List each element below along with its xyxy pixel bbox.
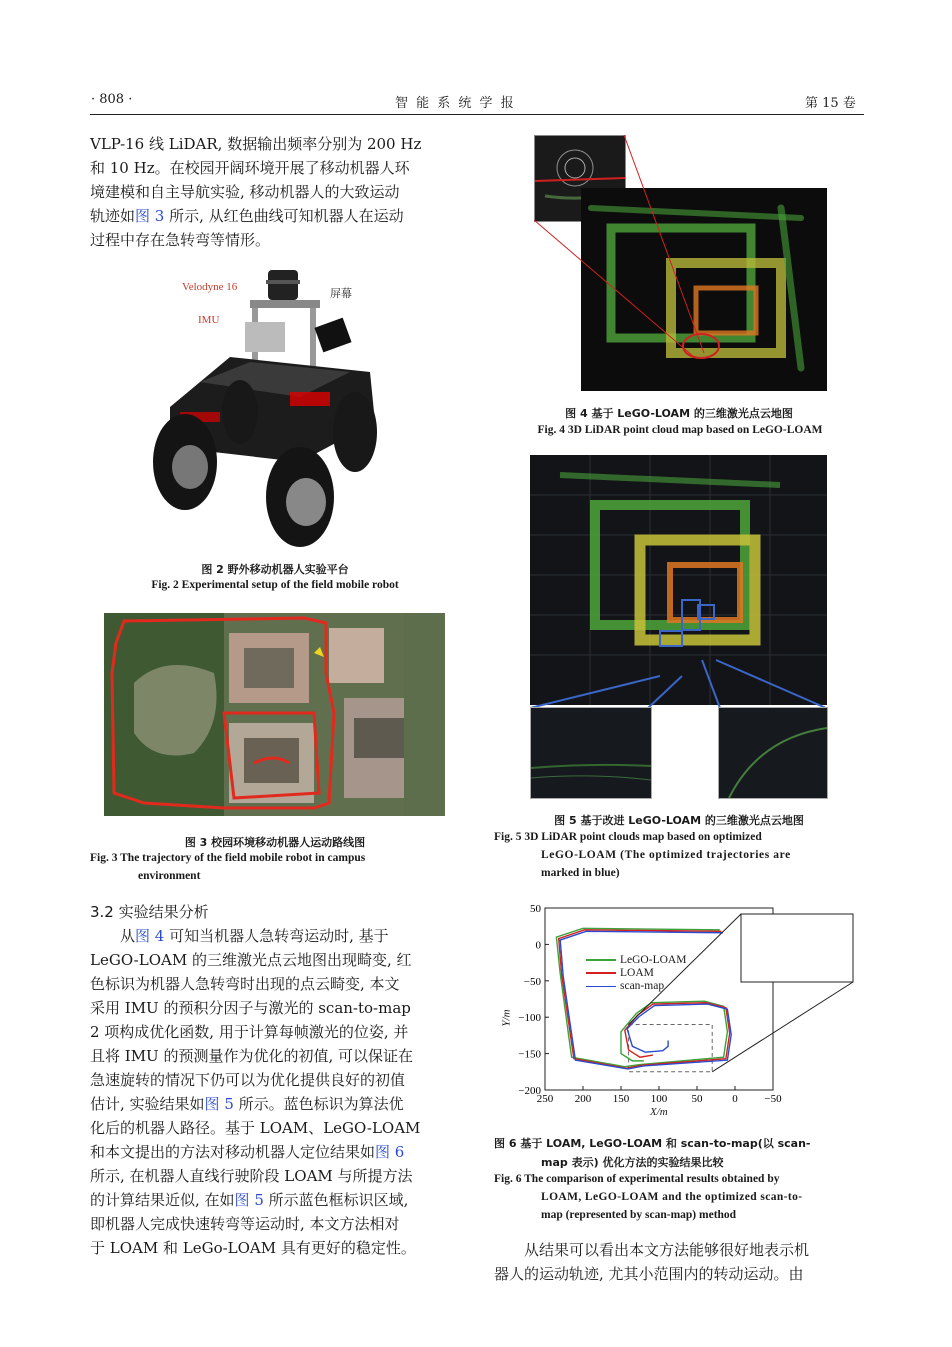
fig5-caption-en-1: Fig. 5 3D LiDAR point clouds map based on optimized: [494, 831, 762, 843]
body-paragraph: [90, 924, 460, 1260]
velodyne-label: Velodyne 16: [182, 281, 238, 293]
legend-label: LOAM: [620, 967, 654, 979]
y-tick-label: −50: [523, 975, 541, 988]
fig5-zoom-lines: [530, 630, 830, 710]
fig3-caption-cn: 图 3 校园环境移动机器人运动路线图: [184, 836, 366, 849]
journal-title: 智 能 系 统 学 报: [395, 96, 516, 111]
legend-swatch-green: [586, 959, 616, 961]
legend-label: scan-map: [620, 980, 665, 992]
y-tick-label: −100: [518, 1012, 541, 1025]
tail-line: 器人的运动轨迹, 尤其小范围内的转动运动。由: [494, 1265, 804, 1283]
fig5-caption-cn: 图 5 基于改进 LeGO-LOAM 的三维激光点云地图: [554, 814, 804, 827]
intro-line-5: 过程中存在急转弯等情形。: [90, 231, 271, 249]
y-axis-label: Y/m: [500, 1009, 513, 1027]
legend-item: [586, 967, 686, 980]
fig6-chart: [498, 896, 868, 1121]
body-line: 化后的机器人路径。基于 LOAM、LeGO-LOAM: [90, 1119, 421, 1137]
tail-line: 从结果可以看出本文方法能够很好地表示机: [524, 1241, 810, 1259]
fig5-caption-en-2: LeGO-LOAM (The optimized trajectories are: [541, 849, 791, 861]
body-line: 即机器人完成快速转弯等运动时, 本文方法相对: [90, 1215, 400, 1233]
header-rule: [90, 114, 864, 115]
tail-paragraph: [494, 1238, 864, 1286]
x-tick-label: 50: [691, 1093, 703, 1105]
fig5-caption-en-3: marked in blue): [541, 867, 620, 879]
text-span: 的计算结果近似, 在如: [90, 1191, 235, 1209]
x-tick-label: 0: [732, 1093, 738, 1105]
body-line: 色标识为机器人急转弯时出现的点云畸变, 本文: [90, 975, 400, 993]
text-span: 所示。蓝色标识为算法优: [233, 1095, 404, 1113]
body-line: 2 项构成优化函数, 用于计算每帧激光的位姿, 并: [90, 1023, 409, 1041]
zoom-left-render: [531, 708, 651, 798]
x-tick-label: 250: [536, 1093, 554, 1105]
y-tick-label: −150: [518, 1048, 541, 1061]
legend-swatch-blue: [586, 986, 616, 987]
body-line: 于 LOAM 和 LeGo-LOAM 具有更好的稳定性。: [90, 1239, 416, 1257]
text-span: 所示, 从红色曲线可知机器人在运动: [164, 207, 404, 225]
fig3-caption-en-1: Fig. 3 The trajectory of the field mobile robot in campus: [90, 852, 366, 864]
body-line: LeGO-LOAM 的三维激光点云地图出现畸变, 红: [90, 951, 412, 969]
campus-aerial: [104, 613, 445, 816]
inset-zoom-panel: [741, 914, 853, 982]
fig2-caption-cn: 图 2 野外移动机器人实验平台: [201, 563, 349, 576]
body-line: 所示, 在机器人直线行驶阶段 LOAM 与所提方法: [90, 1167, 413, 1185]
y-tick-label: −200: [518, 1085, 541, 1097]
y-tick-label: 0: [535, 939, 541, 952]
body-line: 急速旋转的情况下仍可以为优化提供良好的初值: [90, 1071, 406, 1089]
body-line: 采用 IMU 的预积分因子与激光的 scan-to-map: [90, 999, 411, 1017]
text-span: 可知当机器人急转弯运动时, 基于: [164, 927, 389, 945]
inset-connector: [712, 982, 853, 1072]
text-span: 估计, 实验结果如: [90, 1095, 205, 1113]
legend-item: [586, 980, 686, 993]
fig6-caption-cn-2: map 表示) 优化方法的实验结果比较: [541, 1156, 724, 1169]
body-line: [90, 1140, 460, 1164]
legend-swatch-red: [586, 972, 616, 974]
intro-line-2: 和 10 Hz。在校园开阔环境开展了移动机器人环: [90, 159, 410, 177]
body-line: [90, 1092, 460, 1116]
legend-item: [586, 954, 686, 967]
fig3-caption-en-2: environment: [138, 870, 201, 882]
fig6-ref-link[interactable]: 图 6: [375, 1143, 405, 1161]
fig6-caption-cn-1: 图 6 基于 LOAM, LeGO-LOAM 和 scan-to-map(以 scan-: [494, 1137, 811, 1150]
fig4-ref-link[interactable]: 图 4: [135, 927, 165, 945]
robot-illustration: [140, 262, 380, 552]
y-tick-label: 50: [530, 903, 541, 915]
fig5-zoom-left: [530, 707, 652, 799]
body-line: [90, 1188, 460, 1212]
fig4-zoom-lines: [534, 135, 734, 365]
text-span: 所示蓝色框标识区域,: [263, 1191, 409, 1209]
imu-label: IMU: [198, 314, 220, 326]
chart-svg: [498, 896, 868, 1121]
x-axis-label: X/m: [650, 1106, 668, 1118]
section-heading: 3.2 实验结果分析: [90, 903, 209, 921]
x-tick-label: 150: [612, 1093, 630, 1105]
fig4-caption-en: Fig. 4 3D LiDAR point cloud map based on LeGO-LOAM: [537, 424, 823, 436]
fig2-caption-en: Fig. 2 Experimental setup of the field mobile robot: [151, 579, 399, 591]
body-line: [90, 924, 460, 948]
fig5-ref-link[interactable]: 图 5: [204, 1095, 234, 1113]
legend-label: LeGO-LOAM: [620, 954, 687, 966]
x-tick-label: −50: [764, 1093, 782, 1105]
text-span: 轨迹如: [90, 207, 136, 225]
fig2-robot-photo: [140, 262, 380, 552]
page-number: · 808 ·: [91, 92, 133, 107]
volume-label: 第 15 卷: [805, 96, 856, 111]
intro-paragraph: [90, 132, 460, 252]
fig4-caption-cn: 图 4 基于 LeGO-LOAM 的三维激光点云地图: [565, 407, 793, 420]
intro-line-4: [90, 204, 460, 228]
fig3-ref-link[interactable]: 图 3: [135, 207, 165, 225]
fig6-caption-en-3: map (represented by scan-map) method: [541, 1209, 737, 1221]
intro-line-1: VLP-16 线 LiDAR, 数据输出频率分别为 200 Hz: [90, 135, 422, 153]
text-span: 和本文提出的方法对移动机器人定位结果如: [90, 1143, 376, 1161]
series-line-scan-map: [560, 931, 731, 1069]
x-tick-label: 100: [650, 1093, 668, 1105]
fig6-caption-en-2: LOAM, LeGO-LOAM and the optimized scan-to-: [541, 1191, 803, 1203]
fig6-caption-en-1: Fig. 6 The comparison of experimental results obtained by: [494, 1173, 780, 1185]
series-line-lego-loam: [556, 928, 727, 1066]
fig5-zoom-right: [718, 707, 828, 799]
intro-line-3: 境建模和自主导航实验, 移动机器人的大致运动: [90, 183, 400, 201]
fig3-campus-map: [104, 613, 445, 816]
body-line: 且将 IMU 的预测量作为优化的初值, 可以保证在: [90, 1047, 413, 1065]
screen-label: 屏幕: [330, 287, 352, 300]
text-span: 从: [120, 927, 136, 945]
chart-legend: [586, 954, 686, 993]
x-tick-label: 200: [574, 1093, 592, 1105]
fig5-ref-link[interactable]: 图 5: [234, 1191, 264, 1209]
zoom-right-render: [719, 708, 827, 798]
